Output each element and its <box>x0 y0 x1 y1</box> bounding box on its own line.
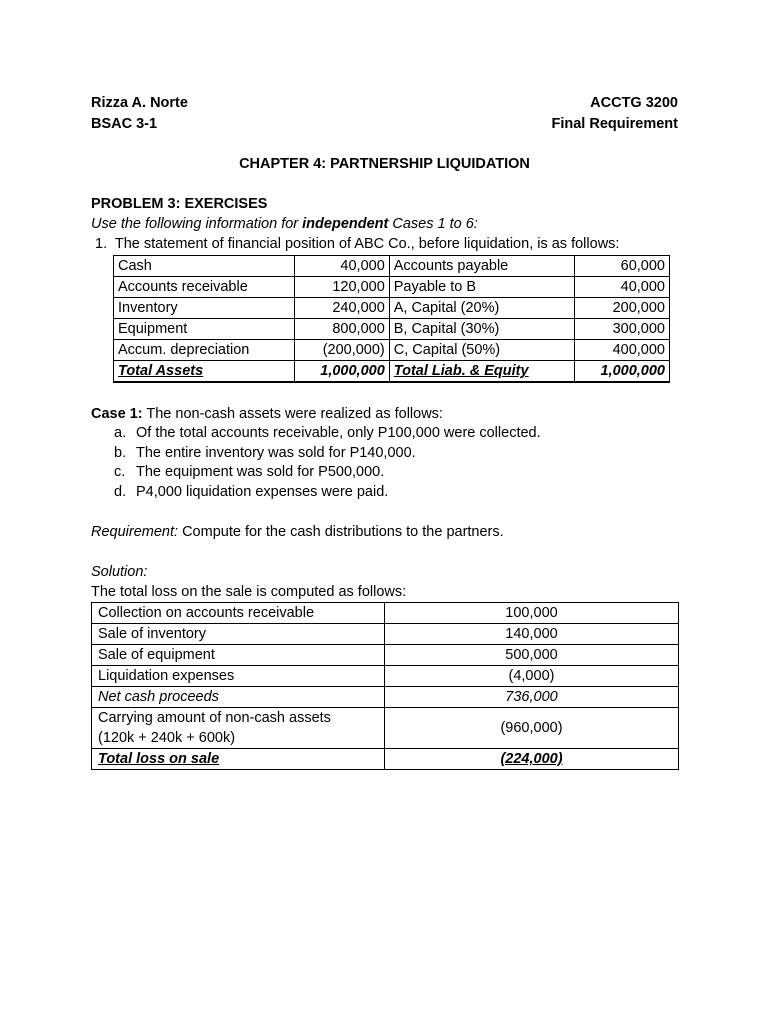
table-row <box>92 645 679 666</box>
fp-left-label: Inventory <box>114 298 295 319</box>
total-assets-value: 1,000,000 <box>294 361 389 383</box>
carrying-amount-value: (960,000) <box>385 708 679 749</box>
list-item <box>91 424 678 444</box>
net-cash-label: Net cash proceeds <box>92 687 385 708</box>
table-total-row <box>114 361 670 383</box>
loss-label: Sale of equipment <box>92 645 385 666</box>
carrying-label-line2: (120k + 240k + 600k) <box>98 730 236 746</box>
fp-left-label: Accounts receivable <box>114 277 295 298</box>
list-marker: a. <box>114 425 127 441</box>
intro-bold: independent <box>302 216 389 232</box>
intro-before: Use the following information for <box>91 216 303 232</box>
fp-right-label: Payable to B <box>389 277 574 298</box>
fp-right-label: C, Capital (50%) <box>389 340 574 361</box>
fp-left-label: Accum. depreciation <box>114 340 295 361</box>
fp-left-value: 120,000 <box>294 277 389 298</box>
carrying-amount-row <box>92 708 679 749</box>
total-loss-table <box>91 602 679 770</box>
total-assets-label <box>114 361 295 383</box>
total-liab-equity-value: 1,000,000 <box>575 361 670 383</box>
table-row <box>114 277 670 298</box>
carrying-label-line1: Carrying amount of non-cash assets <box>98 710 331 726</box>
list-marker: 1. <box>95 236 108 252</box>
intro-after: Cases 1 to 6: <box>388 216 478 232</box>
list-text: The statement of financial position of ABC Co., before liquidation, is as follows: <box>114 236 620 252</box>
list-item <box>91 483 678 503</box>
fp-right-value: 400,000 <box>575 340 670 361</box>
total-loss-value <box>385 749 679 770</box>
total-loss-number: (224,000) <box>500 751 563 767</box>
total-loss-intro: The total loss on the sale is computed as follows: <box>91 584 407 600</box>
fp-right-value: 200,000 <box>575 298 670 319</box>
problem-title: PROBLEM 3: EXERCISES <box>91 196 268 212</box>
total-loss-row <box>92 749 679 770</box>
student-name: Rizza A. Norte <box>91 95 188 111</box>
fp-left-value: 240,000 <box>294 298 389 319</box>
loss-value: 100,000 <box>385 603 679 624</box>
case-1-label: Case 1: <box>91 406 143 422</box>
total-assets-text: Total Assets <box>118 363 204 379</box>
intro-text <box>91 214 678 234</box>
loss-label: Sale of inventory <box>92 624 385 645</box>
list-item-1 <box>91 234 678 255</box>
fp-right-label: Accounts payable <box>389 256 574 277</box>
case-1-list <box>91 424 678 502</box>
list-text: P4,000 liquidation expenses were paid. <box>136 483 389 500</box>
total-liab-equity-text: Total Liab. & Equity <box>393 363 529 379</box>
total-loss-label <box>92 749 385 770</box>
total-loss-text: Total loss on sale <box>98 751 220 767</box>
loss-value: 500,000 <box>385 645 679 666</box>
list-item <box>91 444 678 464</box>
table-row <box>114 256 670 277</box>
table-row <box>114 298 670 319</box>
loss-label: Liquidation expenses <box>92 666 385 687</box>
net-cash-row <box>92 687 679 708</box>
table-row <box>92 624 679 645</box>
fp-right-value: 300,000 <box>575 319 670 340</box>
loss-value: 140,000 <box>385 624 679 645</box>
list-marker: c. <box>114 464 126 480</box>
solution-label: Solution: <box>91 564 148 580</box>
table-row <box>114 340 670 361</box>
case-1-intro <box>91 404 678 424</box>
list-marker: d. <box>114 483 127 500</box>
table-row <box>92 603 679 624</box>
table-row <box>114 319 670 340</box>
carrying-amount-label <box>92 708 385 749</box>
chapter-title: CHAPTER 4: PARTNERSHIP LIQUIDATION <box>239 156 530 172</box>
requirement-title: Final Requirement <box>551 116 678 132</box>
fp-right-value: 40,000 <box>575 277 670 298</box>
requirement-line <box>91 522 678 542</box>
fp-left-value: 40,000 <box>294 256 389 277</box>
loss-value: (4,000) <box>385 666 679 687</box>
requirement-label: Requirement: <box>91 524 179 540</box>
list-marker: b. <box>114 444 127 461</box>
fp-left-value: (200,000) <box>294 340 389 361</box>
loss-label: Collection on accounts receivable <box>92 603 385 624</box>
list-text: The entire inventory was sold for P140,000. <box>136 444 416 461</box>
total-liab-equity-label <box>389 361 574 383</box>
fp-right-label: B, Capital (30%) <box>389 319 574 340</box>
list-item <box>91 463 678 483</box>
list-text: Of the total accounts receivable, only P100,000 were collected. <box>136 425 541 441</box>
net-cash-value: 736,000 <box>385 687 679 708</box>
list-text: The equipment was sold for P500,000. <box>136 464 385 480</box>
course-code: ACCTG 3200 <box>590 95 678 111</box>
student-section: BSAC 3-1 <box>91 116 158 132</box>
header-right <box>552 93 679 135</box>
header-left <box>91 93 188 135</box>
document-page <box>91 93 678 770</box>
fp-left-label: Cash <box>114 256 295 277</box>
table-row <box>92 666 679 687</box>
requirement-text: Compute for the cash distributions to the partners. <box>178 524 504 540</box>
financial-position-table <box>113 255 670 383</box>
document-header <box>91 93 678 135</box>
fp-right-label: A, Capital (20%) <box>389 298 574 319</box>
fp-left-label: Equipment <box>114 319 295 340</box>
case-1-text: The non-cash assets were realized as follows: <box>142 406 443 422</box>
fp-right-value: 60,000 <box>575 256 670 277</box>
fp-left-value: 800,000 <box>294 319 389 340</box>
